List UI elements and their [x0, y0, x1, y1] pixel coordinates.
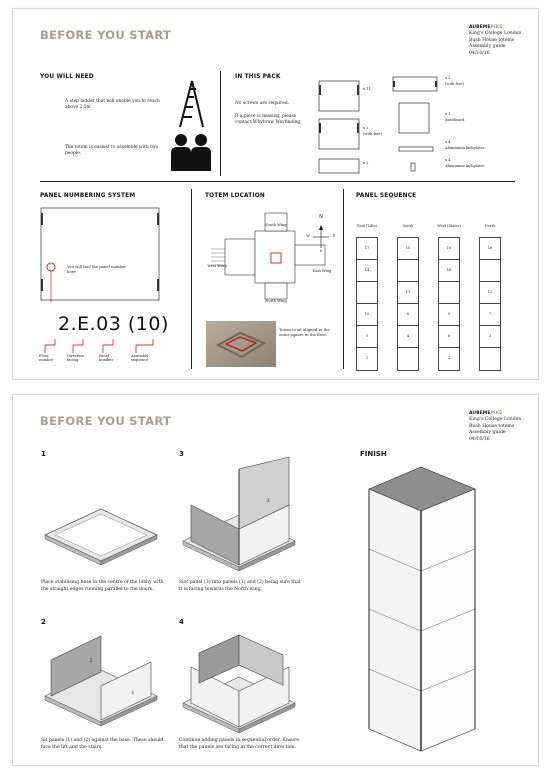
- sequence-panel: [439, 282, 459, 304]
- page-title: BEFORE YOU START: [40, 414, 172, 428]
- sequence-panel: [398, 348, 418, 370]
- sequence-panel: [439, 348, 459, 370]
- panel-diagram: [40, 207, 160, 302]
- panel-with-feet-icon: [393, 77, 437, 91]
- pack-qty: x 1: [445, 112, 451, 116]
- kickplate-icon: [399, 147, 433, 151]
- sequence-panel-number: 16: [487, 246, 493, 250]
- page-title: BEFORE YOU START: [40, 28, 172, 42]
- sequence-panel-number: 3: [488, 334, 492, 338]
- brand-line: Assembly guide: [469, 430, 506, 436]
- sequence-panel-number: 15: [405, 246, 411, 250]
- ladder-text: A step ladder that will enable you to reach above 2.5m: [65, 99, 160, 110]
- sequence-column-stack: [438, 237, 460, 371]
- compass-north: N: [319, 214, 323, 220]
- panel-sequence-heading: PANEL SEQUENCE: [356, 193, 417, 199]
- finished-totem-illustration: [361, 463, 483, 755]
- divider: [191, 189, 192, 369]
- pack-label: (with feet): [445, 82, 464, 86]
- brand-line: Assembly guide: [469, 44, 506, 50]
- pack-label: Aluminium kickplates: [445, 146, 485, 150]
- step-1-number: 1: [41, 450, 46, 458]
- brand-line: 04/10/16: [469, 50, 490, 56]
- sequence-panel: [480, 326, 500, 348]
- sequence-panel-number: 18: [446, 246, 452, 250]
- you-will-need-heading: YOU WILL NEED: [40, 74, 94, 80]
- compass-icon: [310, 222, 332, 250]
- panel-icon: [319, 81, 359, 111]
- sequence-panel-number: 10: [364, 312, 370, 316]
- step-3-number: 3: [179, 450, 184, 458]
- sequence-panel: [480, 304, 500, 326]
- sequence-panel: [357, 282, 377, 304]
- map-label: East Wing: [312, 269, 332, 273]
- step-4-panels-illustration: [179, 633, 299, 735]
- brand-block: [469, 25, 524, 57]
- people-text: The totem is easiest to assemble with two people.: [65, 145, 159, 156]
- divider: [220, 71, 221, 176]
- sequence-panel: [357, 260, 377, 282]
- ladder-icon: [176, 77, 206, 129]
- sequence-panel-number: 1: [365, 356, 369, 360]
- sequence-panel: [357, 238, 377, 260]
- kickplate-icon: [411, 163, 415, 171]
- sequence-panel: [398, 304, 418, 326]
- sequence-panel-number: 7: [488, 312, 492, 316]
- pack-label: Baseboard: [445, 118, 465, 122]
- pack-label: (with feet): [363, 132, 382, 136]
- panel-numbering-heading: PANEL NUMBERING SYSTEM: [40, 193, 136, 199]
- map-label: West Wing: [207, 264, 227, 268]
- step-1-base-illustration: [41, 505, 161, 565]
- brand-logo: AUBEMEPIKS: [469, 25, 503, 30]
- step-3-panel-label: 3: [266, 498, 270, 504]
- step-4-caption: Continue adding panels in sequential order. Ensure that the panels are facing in the correct direction.: [179, 738, 300, 750]
- sequence-panel-number: 9: [447, 312, 451, 316]
- sequence-panel: [398, 326, 418, 348]
- sequence-panel: [357, 348, 377, 370]
- sequence-panel-number: 8: [406, 312, 410, 316]
- pack-qty: x 2: [445, 76, 451, 80]
- brand-line: Bush House totems: [469, 423, 515, 429]
- sequence-column-heading: South: [402, 224, 414, 228]
- divider: [343, 189, 344, 369]
- sequence-panel-number: 11: [405, 290, 411, 294]
- compass-east: E: [332, 234, 336, 238]
- brand-block: [469, 411, 524, 443]
- sequence-panel: [398, 238, 418, 260]
- sequence-column-heading: West (Stairs): [437, 224, 461, 228]
- step-3-caption: Slot panel (3) into panels (1) and (2) being sure that it is facing towards the North wing.: [179, 580, 301, 592]
- compass-south: S: [319, 249, 323, 253]
- code-label-sequence: Assembly sequence: [131, 354, 149, 362]
- sequence-panel: [357, 326, 377, 348]
- step-3-panels-illustration: [179, 465, 299, 575]
- panel-number-location-text: You will find the panel number here: [67, 264, 127, 274]
- step-2-panels-illustration: [41, 640, 161, 730]
- sequence-panel-number: 6: [447, 334, 451, 338]
- page-before-you-start-2: [12, 394, 539, 766]
- sequence-column-stack: [397, 237, 419, 371]
- sequence-panel-number: 2: [447, 356, 451, 360]
- step-4-number: 4: [179, 618, 184, 626]
- code-label-panel: Panel number: [99, 354, 114, 362]
- sequence-panel: [357, 304, 377, 326]
- sequence-column-stack: [356, 237, 378, 371]
- map-label: North Wing: [265, 299, 287, 303]
- step-2-panel-label: 2: [89, 658, 93, 664]
- in-this-pack-heading: IN THIS PACK: [235, 74, 281, 80]
- finish-heading: FINISH: [360, 450, 387, 458]
- sequence-panel: [398, 260, 418, 282]
- brand-line: King's College London: [469, 417, 522, 423]
- sequence-panel: [439, 326, 459, 348]
- baseboard-icon: [399, 103, 429, 133]
- totem-location-heading: TOTEM LOCATION: [205, 193, 265, 199]
- section-rule: [40, 181, 515, 182]
- sequence-panel-number: 14: [364, 268, 370, 272]
- sequence-panel-number: 4: [406, 334, 410, 338]
- sequence-column-heading: North: [484, 224, 496, 228]
- sequence-panel: [480, 260, 500, 282]
- brand-line: King's College London: [469, 31, 522, 37]
- sequence-panel-number: 12: [487, 290, 493, 294]
- sequence-panel-number: 16: [446, 268, 452, 272]
- sequence-panel: [480, 282, 500, 304]
- sequence-panel: [439, 304, 459, 326]
- code-label-direction: Direction facing: [67, 354, 84, 362]
- panel-code-arrows: [41, 337, 171, 355]
- brand-line: 04/10/16: [469, 436, 490, 442]
- page-before-you-start-1: [12, 8, 539, 380]
- brand-logo: AUBEMEPIKS: [469, 411, 503, 416]
- floor-photo: [206, 321, 276, 367]
- map-label: South Wing: [265, 223, 287, 227]
- pack-label: Aluminium kickplates: [445, 164, 485, 168]
- people-icon: [165, 133, 217, 171]
- sequence-panel: [439, 260, 459, 282]
- sequence-panel: [480, 348, 500, 370]
- pack-qty: x 4: [445, 140, 451, 144]
- sequence-column-stack: [479, 237, 501, 371]
- panel-code: 2.E.03 (10): [58, 313, 169, 335]
- pack-note-missing: If a piece is missing, please contact Whybrow Wayfinding.: [235, 114, 302, 125]
- sequence-panel: [398, 282, 418, 304]
- pack-note-no-screws: No screws are required.: [235, 101, 290, 106]
- sequence-panel: [439, 238, 459, 260]
- step-2-panel-label: 1: [131, 690, 135, 696]
- pack-qty: x 2: [363, 161, 369, 165]
- step-1-caption: Place stabilising base in the centre of the lobby with the straight edges running parallel to the doors.: [41, 580, 164, 592]
- pack-qty: x 11: [363, 87, 371, 91]
- sequence-panel-number: 5: [365, 334, 369, 338]
- sequence-column-heading: East (Lifts): [356, 224, 378, 228]
- pack-qty: x 4: [445, 158, 451, 162]
- photo-caption: Totem to sit aligned to the outer square in the floor.: [279, 327, 330, 337]
- sequence-panel: [480, 238, 500, 260]
- step-2-number: 2: [41, 618, 46, 626]
- sequence-panel-number: 17: [364, 246, 370, 250]
- code-label-floor: Floor number: [39, 354, 54, 362]
- panel-icon: [319, 159, 359, 173]
- step-2-caption: Sit panels (1) and (2) against the base. These should face the lift and the stairs.: [41, 738, 164, 750]
- brand-line: Bush House totems: [469, 37, 515, 43]
- compass-west: W: [306, 234, 310, 238]
- panel-icon: [319, 119, 359, 149]
- pack-qty: x 2: [363, 126, 369, 130]
